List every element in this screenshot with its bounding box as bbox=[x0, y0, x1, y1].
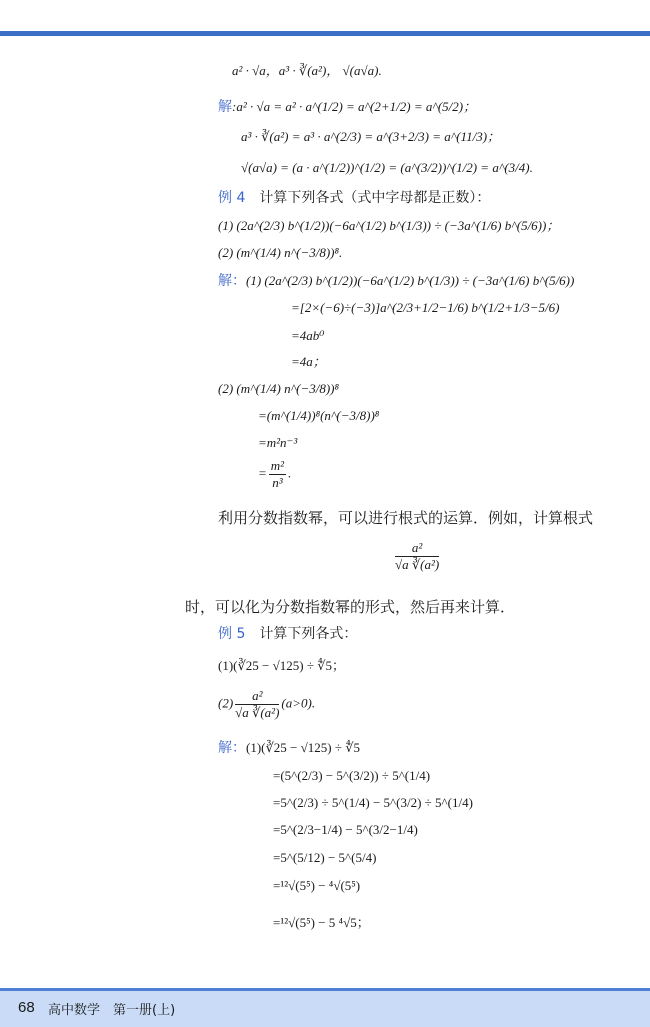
solution-label: 解： bbox=[218, 740, 246, 756]
example-title: 计算下列各式： bbox=[259, 626, 358, 642]
question: (1)(∛25 − √125) ÷ ∜5； bbox=[218, 658, 345, 673]
solution-line: =5^(2/3) ÷ 5^(1/4) − 5^(3/2) ÷ 5^(1/4) bbox=[273, 795, 473, 810]
example-label: 例 5 bbox=[218, 626, 246, 642]
page-number: 68 bbox=[18, 999, 35, 1016]
page-footer bbox=[0, 988, 650, 1027]
numerator: a² bbox=[235, 688, 279, 705]
example-4-heading bbox=[218, 189, 490, 207]
paragraph: 利用分数指数幂，可以进行根式的运算．例如，计算根式 bbox=[218, 509, 594, 527]
question: (2) (m^(1/4) n^(−3/8))⁸. bbox=[218, 245, 343, 260]
solution-line: =(5^(2/3) − 5^(3/2)) ÷ 5^(1/4) bbox=[273, 768, 431, 783]
solution-line: =¹²√(5⁵) − 5 ⁴√5； bbox=[273, 915, 370, 930]
example-5-heading bbox=[218, 625, 357, 643]
solution-line bbox=[218, 272, 574, 290]
solution-line bbox=[218, 739, 360, 757]
solution-line: a³ · ∛(a²) = a³ · a^(2/3) = a^(3+2/3) = a^(11/3)； bbox=[241, 129, 501, 144]
solution-label: 解 bbox=[218, 99, 232, 115]
equals: = bbox=[258, 465, 267, 481]
fraction bbox=[269, 458, 286, 491]
numerator: a² bbox=[395, 540, 439, 557]
solution-line bbox=[258, 458, 291, 491]
display-fraction bbox=[393, 540, 441, 573]
solution-line: =m²n⁻³ bbox=[258, 435, 298, 450]
question-number: (2) bbox=[218, 695, 234, 711]
denominator: n³ bbox=[272, 475, 283, 490]
question: (1) (2a^(2/3) b^(1/2))(−6a^(1/2) b^(1/3)) ÷ (−3a^(1/6) b^(5/6))； bbox=[218, 218, 560, 233]
solution-line: =(m^(1/4))⁸(n^(−3/8))⁸ bbox=[258, 408, 380, 423]
solution-line: =¹²√(5⁵) − ⁴√(5⁵) bbox=[273, 878, 361, 893]
paragraph: 时，可以化为分数指数幂的形式，然后再来计算． bbox=[185, 598, 516, 616]
solution-line: =5^(2/3−1/4) − 5^(3/2−1/4) bbox=[273, 822, 418, 837]
period: . bbox=[288, 465, 292, 481]
denominator: √a ∛(a²) bbox=[235, 705, 280, 720]
solution-line: =5^(5/12) − 5^(5/4) bbox=[273, 850, 377, 865]
denominator: √a ∛(a²) bbox=[395, 557, 440, 572]
solution-label: 解： bbox=[218, 273, 246, 289]
example-title: 计算下列各式（式中字母都是正数）： bbox=[259, 190, 491, 206]
example-label: 例 4 bbox=[218, 190, 246, 206]
solution-text: :a² · √a = a² · a^(1/2) = a^(2+1/2) = a^(5/2)； bbox=[232, 99, 477, 114]
solution-line bbox=[218, 98, 476, 116]
solution-line: =[2×(−6)÷(−3)]a^(2/3+1/2−1/6) b^(1/2+1/3−5/6) bbox=[291, 300, 560, 315]
condition: (a>0). bbox=[281, 695, 316, 711]
solution-line: =4a； bbox=[291, 354, 326, 369]
solution-line: √(a√a) = (a · a^(1/2))^(1/2) = (a^(3/2))^(1/2) = a^(3/4). bbox=[241, 160, 533, 175]
solution-text: (1)(∛25 − √125) ÷ ∜5 bbox=[246, 740, 360, 755]
intro-expression: a² · √a，a³ · ∛(a²)， √(a√a). bbox=[232, 63, 382, 78]
numerator: m² bbox=[270, 458, 285, 473]
top-border bbox=[0, 31, 650, 36]
question bbox=[218, 688, 315, 721]
book-title: 高中数学 第一册(上) bbox=[48, 1003, 176, 1018]
solution-line: (2) (m^(1/4) n^(−3/8))⁸ bbox=[218, 381, 340, 396]
solution-line: =4ab⁰ bbox=[291, 328, 325, 343]
solution-text: (1) (2a^(2/3) b^(1/2))(−6a^(1/2) b^(1/3)) ÷ (−3a^(1/6) b^(5/6)) bbox=[246, 273, 575, 288]
